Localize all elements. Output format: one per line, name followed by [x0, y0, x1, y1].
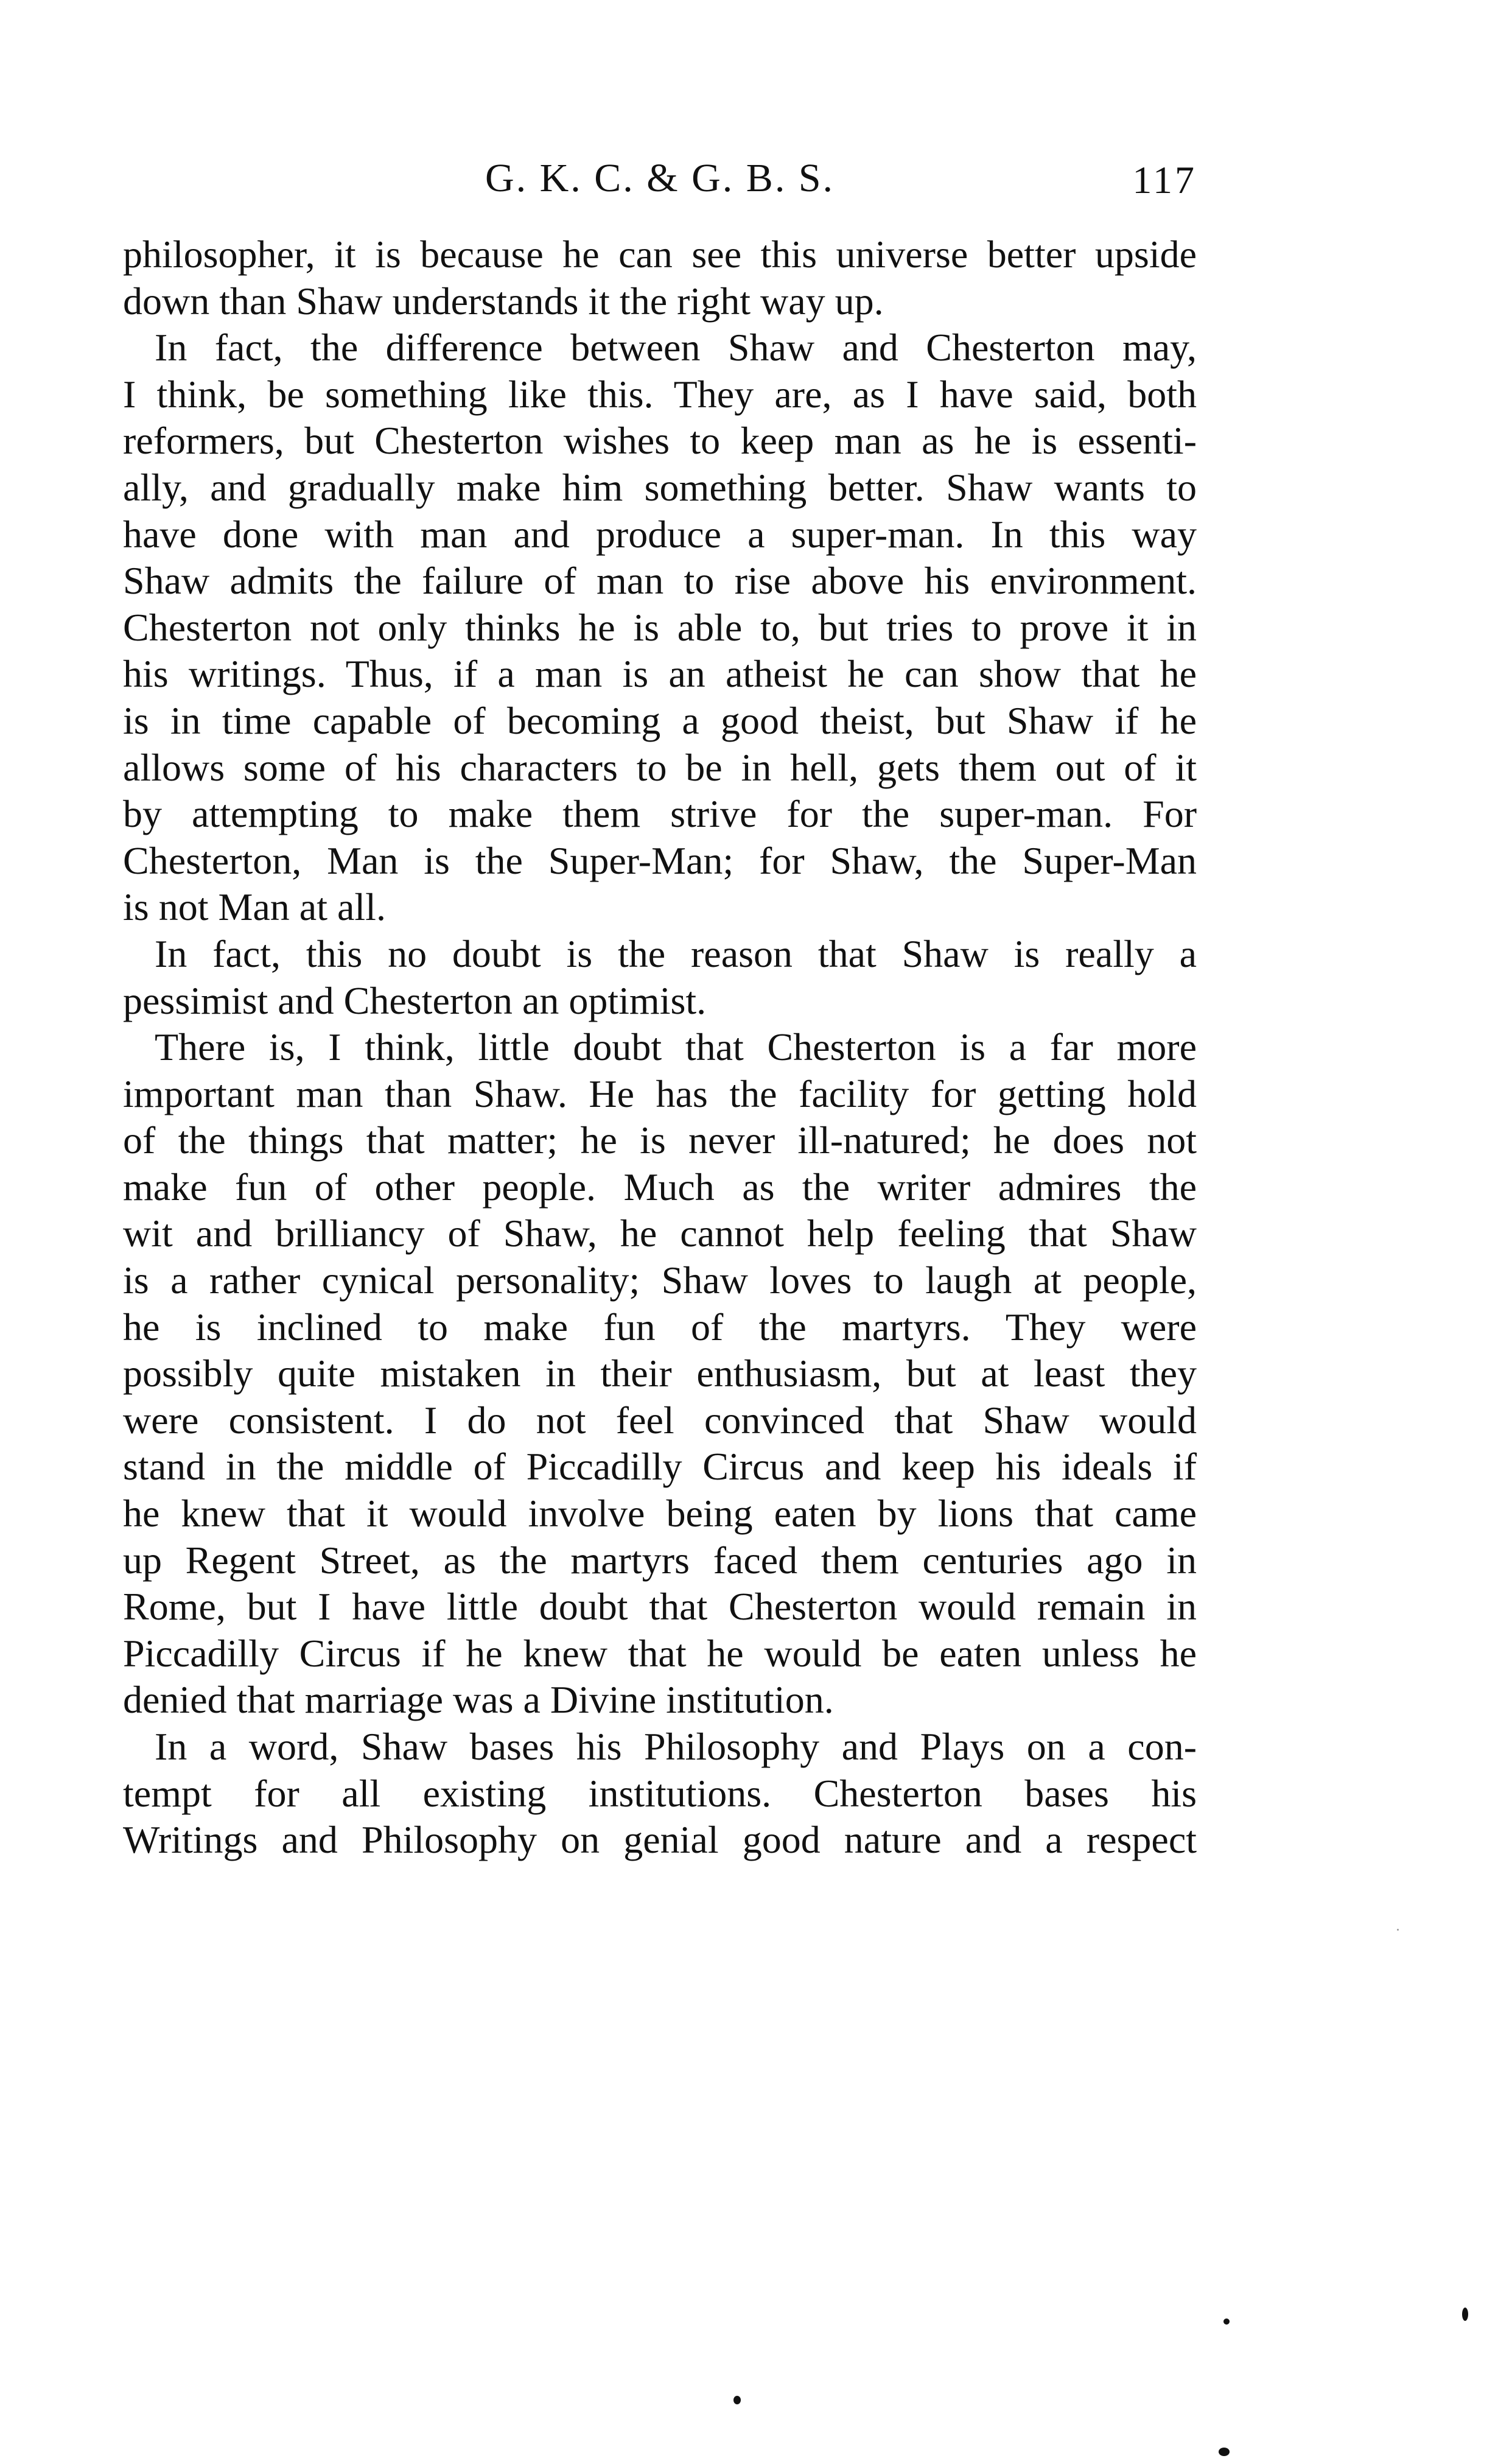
text-line: is in time capable of becoming a good theist, but Shaw if he [123, 698, 1197, 742]
text-line: In a word, Shaw bases his Philosophy and Plays on a con- [155, 1725, 1197, 1768]
text-line: by attempting to make them strive for the super-man. For [123, 792, 1197, 836]
text-line: have done with man and produce a super-man. In this way [123, 512, 1197, 556]
text-line: were consistent. I do not feel convinced that Shaw would [123, 1398, 1197, 1442]
text-line: stand in the middle of Piccadilly Circus and keep his ideals if [123, 1445, 1197, 1489]
text-line: make fun of other people. Much as the writer admires the [123, 1165, 1197, 1209]
running-title: G. K. C. & G. B. S. [485, 156, 835, 200]
text-line: denied that marriage was a Divine institution. [123, 1678, 834, 1722]
text-line: Piccadilly Circus if he knew that he would be eaten unless he [123, 1631, 1197, 1675]
text-line: possibly quite mistaken in their enthusiasm, but at least they [123, 1352, 1197, 1395]
scan-speck [733, 2396, 741, 2404]
scan-speck [1223, 2318, 1230, 2325]
text-line: wit and brilliancy of Shaw, he cannot help feeling that Shaw [123, 1212, 1197, 1255]
text-line: pessimist and Chesterton an optimist. [123, 978, 707, 1022]
text-line: he knew that it would involve being eaten by lions that came [123, 1492, 1197, 1536]
text-line: In fact, this no doubt is the reason that Shaw is really a [155, 932, 1197, 975]
text-line: down than Shaw understands it the right way up. [123, 279, 884, 323]
text-line: tempt for all existing institutions. Chesterton bases his [123, 1771, 1197, 1815]
text-line: Writings and Philosophy on genial good nature and a respect [123, 1818, 1197, 1862]
text-line: allows some of his characters to be in hell, gets them out of it [123, 745, 1197, 789]
text-line: his writings. Thus, if a man is an atheist he can show that he [123, 652, 1197, 696]
text-line: reformers, but Chesterton wishes to keep man as he is essenti- [123, 419, 1197, 463]
text-line: In fact, the difference between Shaw and Chesterton may, [155, 326, 1197, 370]
text-line: of the things that matter; he is never ill-natured; he does not [123, 1118, 1197, 1162]
scan-speck [1397, 1929, 1399, 1931]
text-line: ally, and gradually make him something better. Shaw wants to [123, 465, 1197, 509]
text-line: important man than Shaw. He has the facility for getting hold [123, 1072, 1197, 1115]
text-line: philosopher, it is because he can see this universe better upside [123, 233, 1197, 276]
text-line: he is inclined to make fun of the martyrs. They were [123, 1305, 1197, 1349]
text-line: is a rather cynical personality; Shaw loves to laugh at people, [123, 1258, 1197, 1302]
text-line: I think, be something like this. They are, as I have said, both [123, 372, 1197, 416]
scan-speck [1219, 2448, 1230, 2456]
text-line: Rome, but I have little doubt that Chesterton would remain in [123, 1585, 1197, 1629]
scan-speck [1462, 2308, 1468, 2321]
page-header [123, 155, 1197, 210]
text-line: Chesterton not only thinks he is able to, but tries to prove it in [123, 605, 1197, 649]
page-number: 117 [1132, 158, 1197, 202]
text-line: is not Man at all. [123, 885, 386, 929]
body-text [123, 231, 1197, 1864]
text-line: Shaw admits the failure of man to rise above his environment. [123, 559, 1197, 603]
text-line: Chesterton, Man is the Super-Man; for Shaw, the Super-Man [123, 838, 1197, 882]
text-line: There is, I think, little doubt that Chesterton is a far more [155, 1025, 1197, 1069]
text-line: up Regent Street, as the martyrs faced them centuries ago in [123, 1538, 1197, 1582]
